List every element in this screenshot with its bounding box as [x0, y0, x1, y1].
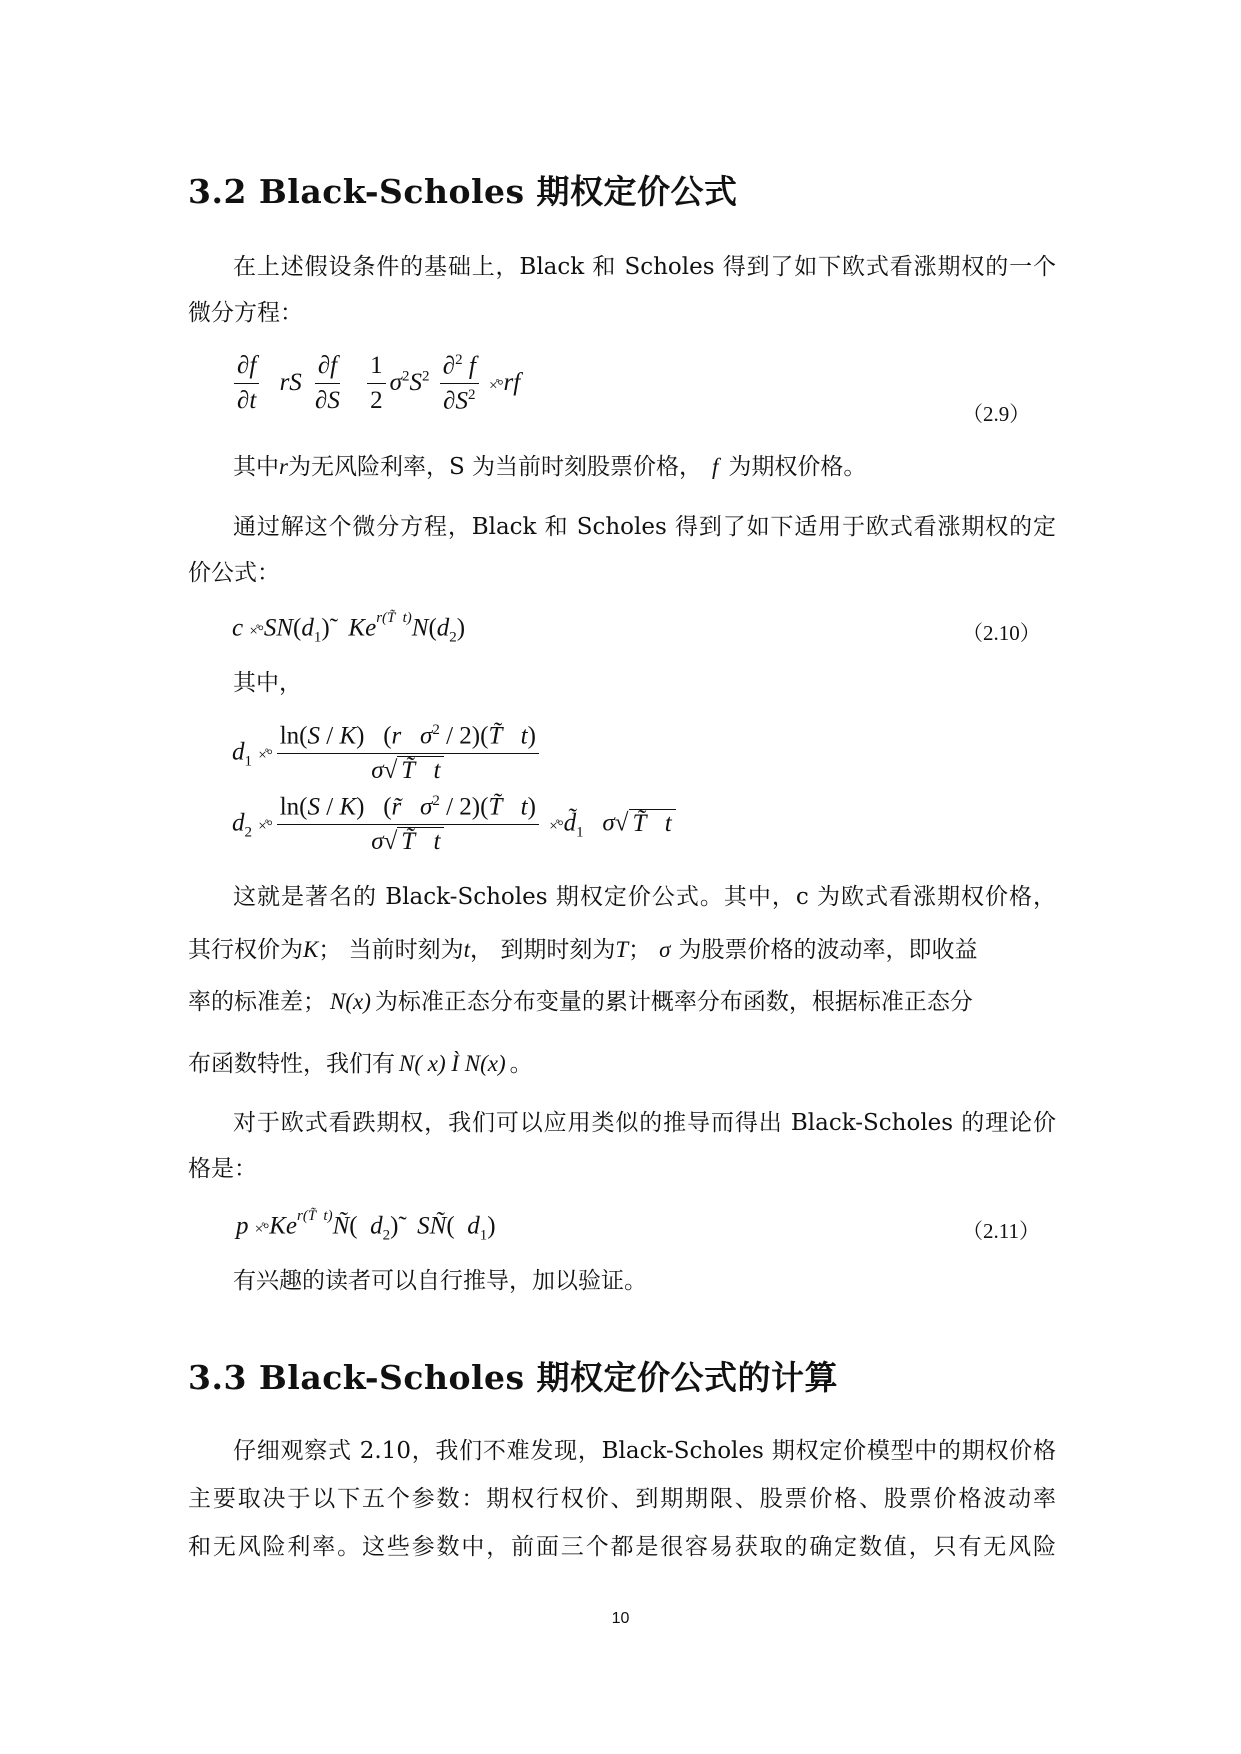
- equation-number: （2.10）: [962, 621, 1041, 645]
- paragraph-line: 微分方程：: [188, 300, 303, 326]
- paragraph-line: 仔细观察式 2.10，我们不难发现，Black-Scholes 期权定价模型中的期权价格: [233, 1438, 1056, 1464]
- equation-number: （2.9）: [962, 402, 1031, 426]
- paragraph-line: 价公式：: [188, 560, 280, 586]
- paragraph-line: 其中r为无风险利率，S 为当前时刻股票价格， f 为期权价格。: [233, 454, 867, 480]
- equation-2-11: $p \times̊^\circ Ke^{r(T̃ t)}Ñ$( $d_2)̃$ SÑ( $d_1$): [236, 1208, 496, 1244]
- paragraph-line: 在上述假设条件的基础上，Black 和 Scholes 得到了如下欧式看涨期权的一个: [233, 254, 1056, 280]
- paragraph-line: 其行权价为K； 当前时刻为t， 到期时刻为T； σ 为股票价格的波动率，即收益: [188, 937, 978, 963]
- paragraph-line: 率的标准差； N(x) 为标准正态分布变量的累计概率分布函数，根据标准正态分: [188, 989, 973, 1015]
- equation-d2: $d_2$ ×̊° $\frac{\ln(S / K) (r̃ \sigma^2 / 2)(T̃ t)}{\sigma√ T̃ t}$ $\times̊^\circ d̃_1$ σ√ T̃ t: [232, 793, 676, 857]
- where-label: 其中，: [233, 670, 302, 696]
- paragraph-line: 通过解这个微分方程，Black 和 Scholes 得到了如下适用于欧式看涨期权的定: [233, 514, 1056, 540]
- paragraph-line: 对于欧式看跌期权，我们可以应用类似的推导而得出 Black-Scholes 的理论价: [233, 1110, 1056, 1136]
- paragraph-line: 有兴趣的读者可以自行推导，加以验证。: [233, 1268, 647, 1294]
- paragraph-line: 主要取决于以下五个参数：期权行权价、到期期限、股票价格、股票价格波动率: [188, 1486, 1056, 1512]
- equation-d1: $d_1$ ×̊° $\frac{\ln(S / K) (r \sigma^2 / 2)(T̃ t)}{\sigma√ T̃ t}$: [232, 722, 543, 786]
- equation-2-9: $\frac{\partial f}{\partial t}$ rS $\frac{\partial f}{\partial S}$ $\frac{1}{2}$ $\sigma^2S^2$ $\frac{\partial^2 f}{\partial S^2}$ ×̊°rf: [230, 352, 520, 416]
- equation-2-10: $c \times̊^\circ SN(d_1)̃$ $Ke^{r(T̃ t)}N(d_2)$: [232, 610, 466, 646]
- section-heading-3-2: 3.2 Black-Scholes 期权定价公式: [188, 172, 738, 211]
- paragraph-line: 和无风险利率。这些参数中，前面三个都是很容易获取的确定数值，只有无风险: [188, 1534, 1056, 1560]
- paragraph-line: 格是：: [188, 1156, 257, 1182]
- section-heading-3-3: 3.3 Black-Scholes 期权定价公式的计算: [188, 1358, 839, 1397]
- equation-number: （2.11）: [962, 1219, 1040, 1243]
- paragraph-line: 布函数特性，我们有 N( x) Ì N(x) 。: [188, 1051, 533, 1077]
- paragraph-line: 这就是著名的 Black-Scholes 期权定价公式。其中，c 为欧式看涨期权价格，: [233, 884, 1056, 910]
- page-number: 10: [611, 1610, 630, 1627]
